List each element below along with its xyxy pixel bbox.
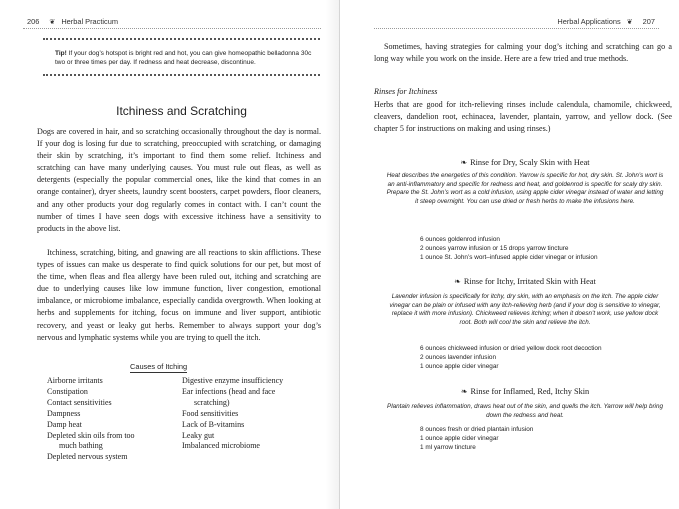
tip-text xyxy=(55,49,320,68)
cause-item: Depleted nervous system xyxy=(47,452,128,462)
header-rule xyxy=(374,28,659,29)
cause-item: Dampness xyxy=(47,408,81,418)
running-title: Herbal Applications xyxy=(557,17,621,26)
ingredient-item: 1 ml yarrow tincture xyxy=(420,444,476,452)
ingredient-item: 8 ounces fresh or dried plantain infusion xyxy=(420,426,534,433)
cause-item: Digestive enzyme insufficiency xyxy=(182,376,284,385)
ingredient-item: 1 ounce apple cider vinegar xyxy=(420,363,499,371)
header-rule xyxy=(23,28,321,29)
running-title: Herbal Practicum xyxy=(61,17,119,26)
ingredient-item: 2 ounces lavender infusion xyxy=(420,354,497,362)
paragraph-2: Itchiness, scratching, biting, and gnawing are all reactions to skin afflictions. These types of issues can make us desperate to find quick solutions for our pet, but most of the time, when fleas and flea allergy have been ruled out, itching and scratching are due to underlying causes like low immune function, liver congestion, emotional imbalance, or microbiome imbalance, especially candida overgrowth. When looking at herbs and supplements for itching, focus on immune and liver support, antibiotic recovery, and yeast or leaky gut herbs. Remember to always support your dog’s nervous and lymphatic systems while you are trying to quell the itch. xyxy=(37,248,321,342)
recipe-title-text: Rinse for Inflamed, Red, Itchy Skin xyxy=(470,387,590,396)
cause-item: Ear infections (head and face xyxy=(182,386,276,396)
recipe-ingredients xyxy=(420,344,602,371)
ingredient-item: 6 ounces chickweed infusion or dried yellow dock root decoction xyxy=(420,345,602,352)
rinses-subheading: Rinses for Itchiness xyxy=(374,87,438,96)
leaf-icon: ❦ xyxy=(49,19,56,26)
cause-item: Imbalanced microbiome xyxy=(182,441,260,451)
cause-item: Lack of B-vitamins xyxy=(182,419,245,429)
recipe-title xyxy=(380,387,670,396)
cause-item-continued: scratching) xyxy=(194,397,230,407)
recipe-title-text: Rinse for Itchy, Irritated Skin with Heat xyxy=(463,277,596,286)
right-page xyxy=(340,0,679,509)
tip-top-border xyxy=(43,38,320,40)
recipe-ingredients xyxy=(420,425,533,452)
sprig-icon: ❧ xyxy=(460,387,468,396)
left-page xyxy=(0,0,339,509)
tip-label: Tip! xyxy=(55,50,67,57)
causes-list-right xyxy=(182,376,283,452)
ingredient-item: 2 ounces yarrow infusion or 15 drops yarrow tincture xyxy=(420,245,569,253)
recipe-description: Heat describes the energetics of this condition. Yarrow is specific for hot, dry skin. St. John’s wort is an anti-inflammatory and specific for redness and heat, and goldenrod is specific for scaly dry skin. Prepare the St. John’s wort as a cold infusion, using apple cider vinegar instead of water and letting it steep overnight. You can use dried or fresh herbs to make the infusions here. xyxy=(386,172,664,205)
tip-bottom-border xyxy=(43,74,320,76)
page-number: 206 xyxy=(27,17,40,26)
cause-item: Damp heat xyxy=(47,419,82,429)
paragraph-1: Dogs are covered in hair, and so scratching occasionally throughout the day is normal. If your dog is losing fur due to scratching, preoccupied with scratching, or damaging their skin by scratching, it’s important to find them some relief. Itchiness and scratching can have many underlying causes. You must rule out fleas, as well as detergents (especially the popular commercial ones, like the kind that comes in an orange container), dryer sheets, laundry scent boosters, carpet powders, floor cleaners, and any other products your dog regularly comes in contact with. I can’t count the number of times I have seen dogs with excessive itchiness have a sensitivity to products in the above list. xyxy=(37,127,321,233)
cause-item: Contact sensitivities xyxy=(47,397,112,407)
cause-item: Airborne irritants xyxy=(47,376,103,385)
recipe-title xyxy=(380,277,670,286)
cause-item: Depleted skin oils from too xyxy=(47,430,135,440)
causes-list-left xyxy=(47,376,135,463)
cause-item-continued: much bathing xyxy=(59,441,103,451)
rinses-paragraph: Herbs that are good for itch-relieving rinses include calendula, chamomile, chickweed, cleavers, dandelion root, echinacea, lavender, plantain, yarrow, and yellow dock. (See chapter 5 for instructions on making and using rinses.) xyxy=(374,100,672,134)
sprig-icon: ❧ xyxy=(460,158,468,167)
recipe-ingredients xyxy=(420,235,598,262)
page-number: 207 xyxy=(642,17,655,26)
recipe-title-text: Rinse for Dry, Scaly Skin with Heat xyxy=(470,158,590,167)
recipe-title xyxy=(380,158,670,167)
recipe-description: Lavender infusion is specifically for itchy, dry skin, with an emphasis on the itch. The apple cider vinegar can be plain or infused with any itch-relieving herb (and if your dog is sensitive to vinegar, replace it with more infusion). Chickweed relieves itching; when it doesn’t work, use yellow dock root. Both will cool the skin and relieve the itch. xyxy=(389,293,661,326)
tip-box xyxy=(43,38,320,76)
ingredient-item: 6 ounces goldenrod infusion xyxy=(420,236,500,243)
ingredient-item: 1 ounce St. John’s wort–infused apple cider vinegar or infusion xyxy=(420,254,598,262)
sprig-icon: ❧ xyxy=(454,277,461,286)
cause-item: Food sensitivities xyxy=(182,408,239,418)
leaf-icon: ❦ xyxy=(626,19,633,26)
cause-item: Leaky gut xyxy=(182,430,215,440)
tip-body: If your dog’s hotspot is bright red and hot, you can give homeopathic belladonna 30c two or three times per day. If redness and heat decrease, discontinue. xyxy=(55,50,312,67)
ingredient-item: 1 ounce apple cider vinegar xyxy=(420,435,499,443)
cause-item: Constipation xyxy=(47,386,88,396)
right-running-head xyxy=(557,17,659,26)
causes-title: Causes of Itching xyxy=(130,362,188,371)
intro-paragraph: Sometimes, having strategies for calming your dog’s itching and scratching can go a long way while you work on the inside. Here are a few tried and true methods. xyxy=(374,42,672,64)
recipe-description: Plantain relieves inflammation, draws heat out of the skin, and quells the itch. Yarrow will help bring down the redness and heat. xyxy=(387,403,663,419)
section-title: Itchiness and Scratching xyxy=(116,104,247,118)
left-running-head xyxy=(23,17,118,26)
